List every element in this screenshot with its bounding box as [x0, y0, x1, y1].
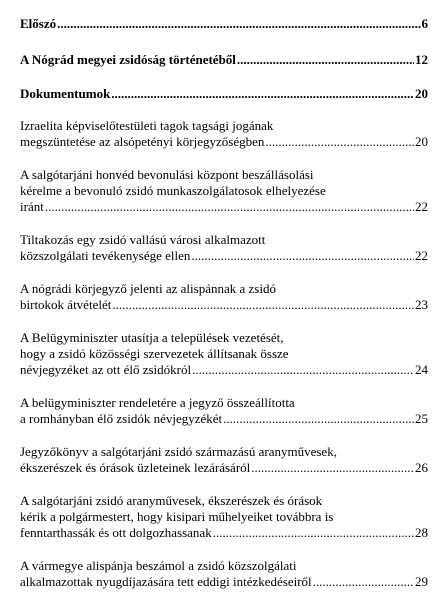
toc-entry-leader-row	[20, 248, 428, 264]
toc-entry	[20, 444, 428, 476]
toc-entry	[20, 118, 428, 150]
toc-entry-title-line: A nógrádi körjegyző jelenti az alispánnak a zsidó	[20, 281, 276, 296]
toc-entry	[20, 558, 428, 590]
toc-entry-title-line: birtokok átvételét	[20, 297, 112, 312]
toc-entry-title-line: Jegyzőkönyv a salgótarjáni zsidó származású aranyművesek,	[20, 444, 337, 459]
toc-entry-leader-row	[20, 16, 428, 32]
toc-entry-page-number: 6	[421, 16, 428, 31]
toc-entry-leader-row	[20, 134, 428, 150]
toc-entry-page-number: 29	[415, 574, 428, 589]
toc-entry-title-line: A Belügyminiszter utasítja a települések vezetését,	[20, 330, 284, 345]
toc-entry-title-line: iránt	[20, 199, 44, 214]
toc-entry-leader-row	[20, 460, 428, 476]
toc-entry-title-line: Előszó	[20, 16, 57, 31]
toc-entry-title-line: ékszerészek és órások üzleteinek lezárásáról	[20, 460, 251, 475]
toc-entry-title-line: a romhányban élő zsidók névjegyzékét	[20, 411, 223, 426]
toc-entry-page-number: 26	[415, 460, 428, 475]
toc-entry-leader-row	[20, 362, 428, 378]
dot-leader	[112, 297, 414, 313]
toc-entry-title-line: közszolgálati tevékenysége ellen	[20, 248, 191, 263]
toc-entry-page-number: 22	[415, 199, 428, 214]
toc-entry-leader-row	[20, 297, 428, 313]
dot-leader	[265, 134, 414, 150]
dot-leader	[191, 248, 414, 264]
toc-entry-title-line: Tiltakozás egy zsidó vallású városi alkalmazott	[20, 232, 266, 247]
toc-entry-page-number: 25	[415, 411, 428, 426]
toc-entry	[20, 232, 428, 264]
toc-entry-title-line: A salgótarjáni zsidó aranyművesek, ékszerészek és órások	[20, 493, 323, 508]
toc-entry-title-line: Izraelita képviselőtestületi tagok tagsági jogának	[20, 118, 274, 133]
dot-leader	[111, 86, 414, 102]
toc-entry-title-line: megszüntetése az alsópetényi körjegyzőségben	[20, 134, 265, 149]
toc-entry-page-number: 24	[415, 362, 428, 377]
toc-entry-title-line: A salgótarjáni honvéd bevonulási központ beszállásolási	[20, 167, 314, 182]
dot-leader	[237, 52, 414, 68]
toc-entry-title-line: fenntarthassák és ott dolgozhassanak	[20, 525, 212, 540]
dot-leader	[213, 525, 414, 541]
toc-entry-title-line: névjegyzéket az ott élő zsidókról	[20, 362, 192, 377]
toc-entry-title-line: A belügyminiszter rendeletére a jegyző összeállította	[20, 395, 295, 410]
toc-entry	[20, 281, 428, 313]
toc-entry-title-line: A vármegye alispánja beszámol a zsidó közszolgálati	[20, 558, 297, 573]
toc-entry	[20, 52, 428, 68]
toc-entry	[20, 493, 428, 541]
toc-entry-page-number: 20	[415, 134, 428, 149]
toc-entry	[20, 16, 428, 32]
toc-entry	[20, 167, 428, 215]
toc-entry-title-line: Dokumentumok	[20, 86, 111, 101]
toc-entry-page-number: 23	[415, 297, 428, 312]
toc-entry-page-number: 20	[415, 86, 428, 101]
dot-leader	[57, 16, 420, 32]
toc-entry	[20, 395, 428, 427]
toc-entry-title-line: kérelme a bevonuló zsidó munkaszolgálatosok elhelyezése	[20, 183, 326, 198]
toc-entry-page-number: 28	[415, 525, 428, 540]
dot-leader	[251, 460, 414, 476]
toc-entry	[20, 330, 428, 378]
dot-leader	[192, 362, 414, 378]
dot-leader	[45, 199, 414, 215]
toc-entry-page-number: 22	[415, 248, 428, 263]
dot-leader	[223, 411, 414, 427]
toc-entry-leader-row	[20, 199, 428, 215]
dot-leader	[313, 574, 414, 590]
toc-entry-title-line: alkalmazottak nyugdíjazására tett eddigi intézkedéseiről	[20, 574, 312, 589]
toc-entry-leader-row	[20, 574, 428, 590]
toc-entry-leader-row	[20, 52, 428, 68]
toc-entry-leader-row	[20, 525, 428, 541]
toc-entry-title-line: kérik a polgármestert, hogy kisipari műhelyeiket továbbra is	[20, 509, 334, 524]
toc-entry-leader-row	[20, 411, 428, 427]
toc-entry-title-line: A Nógrád megyei zsidóság történetéből	[20, 52, 236, 67]
toc-entry	[20, 86, 428, 102]
toc-entry-page-number: 12	[415, 52, 428, 67]
toc-entry-title-line: hogy a zsidó közösségi szervezetek állítsanak össze	[20, 346, 289, 361]
toc-entry-leader-row	[20, 86, 428, 102]
